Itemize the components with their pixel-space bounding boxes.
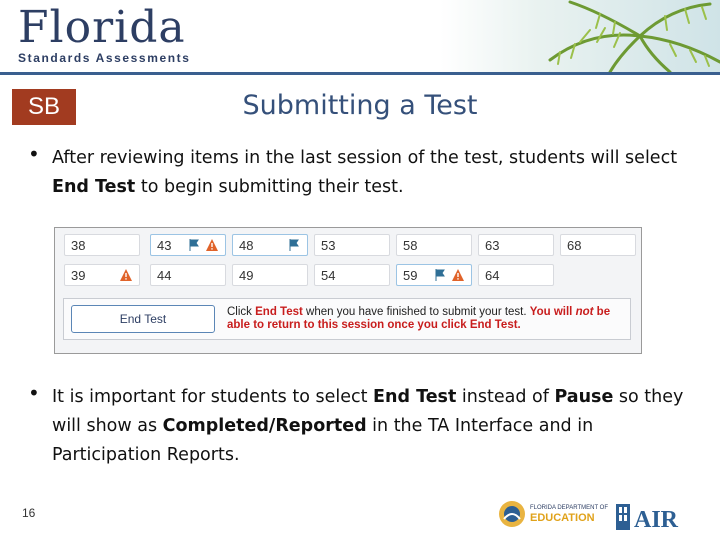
page-number: 16 bbox=[22, 506, 36, 520]
florida-doe-logo bbox=[498, 497, 610, 531]
doe-logo-line1: FLORIDA DEPARTMENT OF bbox=[530, 505, 609, 511]
item-53[interactable]: 53 bbox=[314, 234, 390, 256]
bullet-text-2: It is important for students to select End Test instead of Pause so they will show as Completed/Reported in the TA Interface and in Participation Reports. bbox=[52, 387, 684, 465]
item-48[interactable]: 48 bbox=[232, 234, 308, 256]
warning-icon bbox=[451, 268, 465, 282]
warning-icon bbox=[205, 238, 219, 252]
item-44[interactable]: 44 bbox=[150, 264, 226, 286]
item-review-screenshot bbox=[54, 227, 642, 354]
item-38[interactable]: 38 bbox=[64, 234, 140, 256]
flag-icon bbox=[187, 238, 201, 252]
bullet-marker: • bbox=[28, 381, 40, 405]
item-64[interactable]: 64 bbox=[478, 264, 554, 286]
bullet-1-text-end: to begin submitting their test. bbox=[135, 177, 404, 197]
item-39[interactable]: 39 bbox=[64, 264, 140, 286]
item-54[interactable]: 54 bbox=[314, 264, 390, 286]
flag-icon bbox=[433, 268, 447, 282]
sb-badge: SB bbox=[12, 89, 76, 125]
bullet-text-1 bbox=[52, 144, 702, 202]
end-test-button[interactable]: End Test bbox=[71, 305, 215, 333]
slide-title: Submitting a Test bbox=[242, 90, 478, 121]
florida-logo-subtitle: Standards Assessments bbox=[18, 51, 191, 65]
end-test-message: Click End Test when you have finished to submit your test. You will not be able to return to this session once you click End Test. bbox=[227, 306, 611, 331]
item-59[interactable]: 59 bbox=[396, 264, 472, 286]
item-63[interactable]: 63 bbox=[478, 234, 554, 256]
item-58[interactable]: 58 bbox=[396, 234, 472, 256]
item-68[interactable]: 68 bbox=[560, 234, 636, 256]
warning-icon bbox=[119, 268, 133, 282]
florida-logo-word: Florida bbox=[18, 2, 186, 53]
bullet-1-text: After reviewing items in the last session of the test, students will select bbox=[52, 148, 678, 168]
air-logo bbox=[616, 500, 716, 534]
bullet-1-emphasis: End Test bbox=[52, 177, 136, 197]
doe-logo-line2: EDUCATION bbox=[530, 512, 595, 524]
bullet-marker: • bbox=[28, 142, 40, 166]
item-43[interactable]: 43 bbox=[150, 234, 226, 256]
flag-icon bbox=[287, 238, 301, 252]
palm-frond-image bbox=[440, 0, 720, 72]
air-logo-text: AIR bbox=[634, 507, 679, 533]
header-divider bbox=[0, 72, 720, 75]
item-49[interactable]: 49 bbox=[232, 264, 308, 286]
